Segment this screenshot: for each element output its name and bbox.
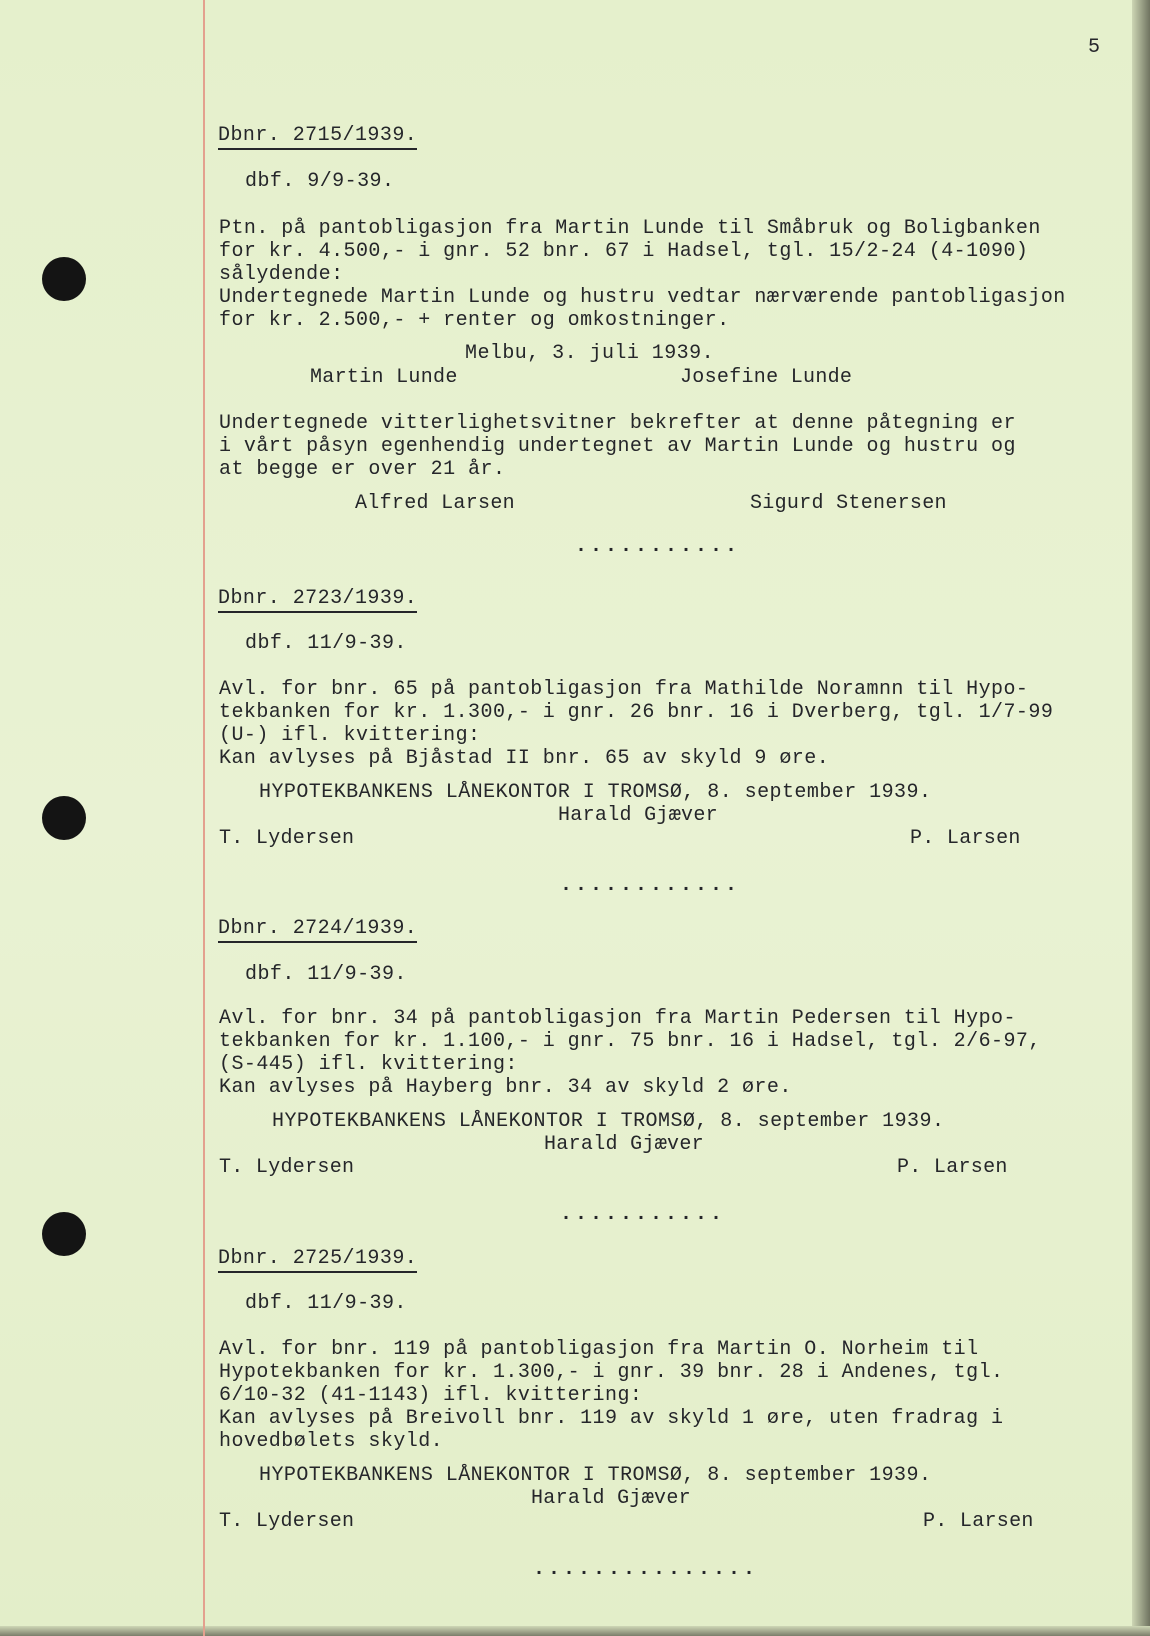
separator-dots: ........... bbox=[575, 535, 741, 558]
signature-left: T. Lydersen bbox=[219, 1156, 355, 1179]
witness-left: Alfred Larsen bbox=[355, 492, 515, 515]
body-line: sålydende: bbox=[219, 263, 344, 286]
office-line: HYPOTEKBANKENS LÅNEKONTOR I TROMSØ, 8. september 1939. bbox=[259, 781, 932, 804]
separator-dots: ............... bbox=[533, 1558, 759, 1581]
page-edge-shadow bbox=[1132, 0, 1150, 1636]
witness-right: Sigurd Stenersen bbox=[750, 492, 947, 515]
witness-line: i vårt påsyn egenhendig undertegnet av Martin Lunde og hustru og bbox=[219, 435, 1016, 458]
page-bottom-edge bbox=[0, 1626, 1150, 1636]
body-line: Ptn. på pantobligasjon fra Martin Lunde til Småbruk og Boligbanken bbox=[219, 217, 1041, 240]
signature-right: P. Larsen bbox=[910, 827, 1021, 850]
entry-dbf: dbf. 11/9-39. bbox=[245, 632, 407, 655]
entry-dbf: dbf. 11/9-39. bbox=[245, 1292, 407, 1315]
body-line: tekbanken for kr. 1.300,- i gnr. 26 bnr. 16 i Dverberg, tgl. 1/7-99 bbox=[219, 701, 1054, 724]
body-line: Kan avlyses på Hayberg bnr. 34 av skyld 2 øre. bbox=[219, 1076, 792, 1099]
body-line: hovedbølets skyld. bbox=[219, 1430, 444, 1453]
office-line: HYPOTEKBANKENS LÅNEKONTOR I TROMSØ, 8. september 1939. bbox=[259, 1464, 932, 1487]
entry-dbf: dbf. 11/9-39. bbox=[245, 963, 407, 986]
signature-center: Harald Gjæver bbox=[558, 804, 718, 827]
signature-left: T. Lydersen bbox=[219, 1510, 355, 1533]
signature-right: P. Larsen bbox=[923, 1510, 1034, 1533]
signature-right: Josefine Lunde bbox=[680, 366, 853, 389]
punch-hole bbox=[42, 1212, 86, 1256]
signature-center: Harald Gjæver bbox=[531, 1487, 691, 1510]
signature-right: P. Larsen bbox=[897, 1156, 1008, 1179]
signature-left: T. Lydersen bbox=[219, 827, 355, 850]
place-date: Melbu, 3. juli 1939. bbox=[465, 342, 715, 365]
body-line: (U-) ifl. kvittering: bbox=[219, 724, 481, 747]
body-line: Avl. for bnr. 65 på pantobligasjon fra Mathilde Noramnn til Hypo- bbox=[219, 678, 1029, 701]
body-line: for kr. 2.500,- + renter og omkostninger. bbox=[219, 309, 730, 332]
office-line: HYPOTEKBANKENS LÅNEKONTOR I TROMSØ, 8. september 1939. bbox=[272, 1110, 945, 1133]
witness-line: Undertegnede vitterlighetsvitner bekrefter at denne påtegning er bbox=[219, 412, 1016, 435]
entry-header: Dbnr. 2725/1939. bbox=[218, 1247, 417, 1273]
body-line: Kan avlyses på Breivoll bnr. 119 av skyld 1 øre, uten fradrag i bbox=[219, 1407, 1004, 1430]
entry-header: Dbnr. 2715/1939. bbox=[218, 124, 417, 150]
body-line: 6/10-32 (41-1143) ifl. kvittering: bbox=[219, 1384, 643, 1407]
witness-line: at begge er over 21 år. bbox=[219, 458, 506, 481]
punch-hole bbox=[42, 796, 86, 840]
separator-dots: ........... bbox=[560, 1203, 726, 1226]
entry-header: Dbnr. 2724/1939. bbox=[218, 917, 417, 943]
separator-dots: ............ bbox=[560, 874, 741, 897]
entry-header: Dbnr. 2723/1939. bbox=[218, 587, 417, 613]
body-line: tekbanken for kr. 1.100,- i gnr. 75 bnr. 16 i Hadsel, tgl. 2/6-97, bbox=[219, 1030, 1041, 1053]
body-line: (S-445) ifl. kvittering: bbox=[219, 1053, 518, 1076]
body-line: for kr. 4.500,- i gnr. 52 bnr. 67 i Hadsel, tgl. 15/2-24 (4-1090) bbox=[219, 240, 1029, 263]
body-line: Hypotekbanken for kr. 1.300,- i gnr. 39 bnr. 28 i Andenes, tgl. bbox=[219, 1361, 1004, 1384]
body-line: Avl. for bnr. 34 på pantobligasjon fra Martin Pedersen til Hypo- bbox=[219, 1007, 1016, 1030]
body-line: Undertegnede Martin Lunde og hustru vedtar nærværende pantobligasjon bbox=[219, 286, 1066, 309]
page-number: 5 bbox=[1088, 36, 1101, 59]
signature-center: Harald Gjæver bbox=[544, 1133, 704, 1156]
body-line: Avl. for bnr. 119 på pantobligasjon fra Martin O. Norheim til bbox=[219, 1338, 979, 1361]
signature-left: Martin Lunde bbox=[310, 366, 458, 389]
punch-hole bbox=[42, 257, 86, 301]
entry-dbf: dbf. 9/9-39. bbox=[245, 170, 395, 193]
red-margin-line bbox=[203, 0, 205, 1636]
body-line: Kan avlyses på Bjåstad II bnr. 65 av skyld 9 øre. bbox=[219, 747, 830, 770]
